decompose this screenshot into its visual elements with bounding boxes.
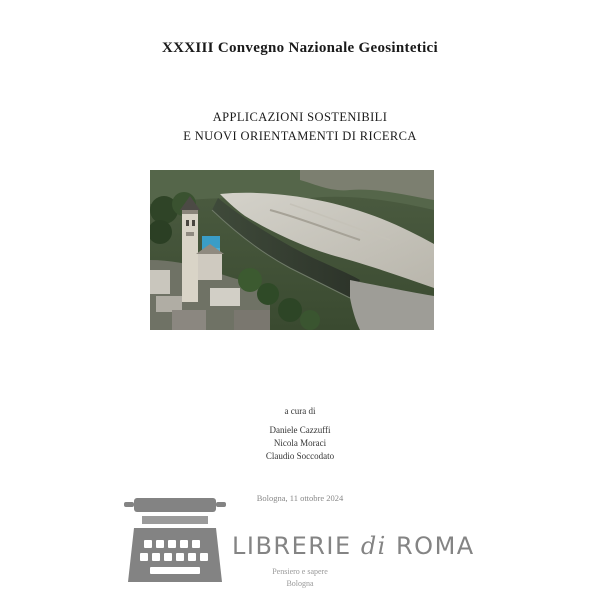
cover-photo — [150, 170, 434, 330]
subtitle-line-2: E NUOVI ORIENTAMENTI DI RICERCA — [183, 129, 417, 143]
brand-middle: di — [360, 532, 387, 560]
place-date: Bologna, 11 ottobre 2024 — [256, 493, 344, 503]
editor-name: Claudio Soccodato — [265, 451, 335, 461]
conference-title: XXXIII Convegno Nazionale Geosintetici — [162, 40, 438, 56]
editor-name: Nicola Moraci — [273, 438, 327, 448]
brand-left: LIBRERIE — [232, 532, 352, 560]
brand-tagline — [0, 566, 600, 590]
subtitle-line-1: APPLICAZIONI SOSTENIBILI — [212, 110, 388, 124]
editor-name: Daniele Cazzuffi — [269, 425, 331, 435]
tagline-line-1: Pensiero e sapere — [272, 567, 328, 576]
book-subtitle — [0, 108, 600, 146]
tagline-line-2: Bologna — [286, 579, 314, 588]
editors-block — [0, 405, 600, 463]
brand-wordmark — [232, 532, 475, 560]
brand-right: ROMA — [396, 532, 475, 560]
a-cura-di-label: a cura di — [284, 406, 316, 416]
